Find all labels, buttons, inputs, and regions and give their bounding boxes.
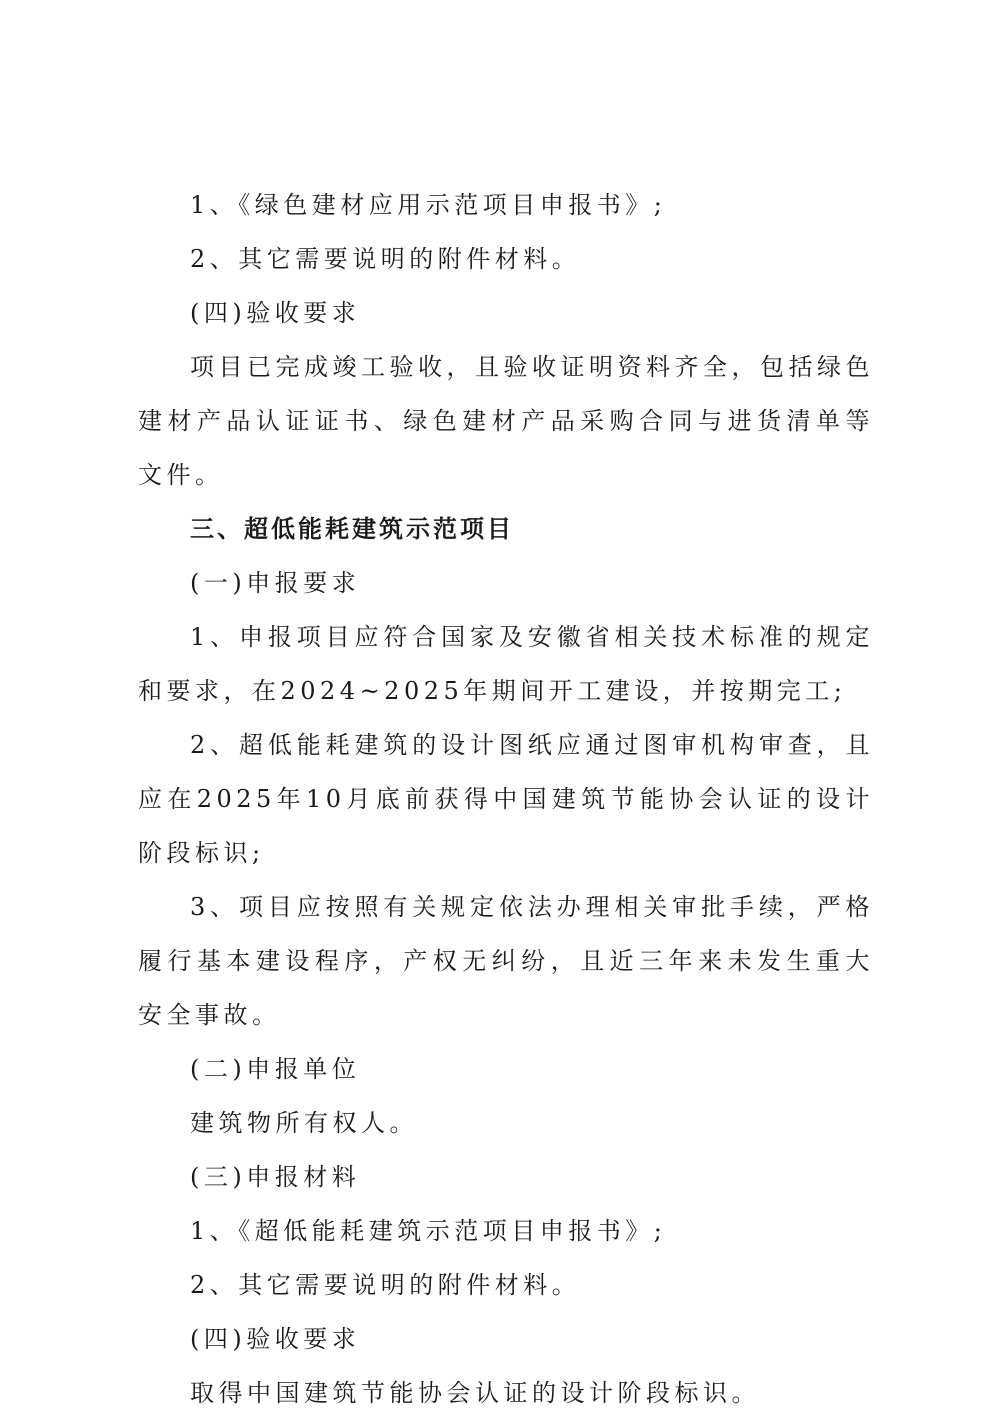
list-item-design-review: 2、超低能耗建筑的设计图纸应通过图审机构审查，且应在2025年10月底前获得中国建筑节能协会认证的设计阶段标识; bbox=[138, 731, 874, 867]
list-item-ultra-low-form: 1、《超低能耗建筑示范项目申报书》; bbox=[190, 1217, 667, 1245]
paragraph-applicant: 建筑物所有权人。 bbox=[190, 1109, 418, 1137]
subheading-application-requirements: (一)申报要求 bbox=[190, 569, 361, 597]
list-item-standards: 1、申报项目应符合国家及安徽省相关技术标准的规定和要求，在2024~2025年期间开工建设，并按期完工; bbox=[138, 623, 874, 705]
section-heading-ultra-low-energy: 三、超低能耗建筑示范项目 bbox=[190, 515, 514, 543]
subheading-acceptance-requirements-2: (四)验收要求 bbox=[190, 1325, 361, 1353]
list-item-attachments: 2、其它需要说明的附件材料。 bbox=[190, 245, 581, 273]
subheading-applicant: (二)申报单位 bbox=[190, 1055, 361, 1083]
paragraph-acceptance-description: 项目已完成竣工验收，且验收证明资料齐全，包括绿色建材产品认证证书、绿色建材产品采购合同与进货清单等文件。 bbox=[138, 353, 874, 489]
list-item-approval-procedures: 3、项目应按照有关规定依法办理相关审批手续，严格履行基本建设程序，产权无纠纷，且近三年来未发生重大安全事故。 bbox=[138, 893, 874, 1029]
subheading-application-materials: (三)申报材料 bbox=[190, 1163, 361, 1191]
list-item-other-attachments: 2、其它需要说明的附件材料。 bbox=[190, 1271, 581, 1299]
subheading-acceptance-requirements: (四)验收要求 bbox=[190, 299, 361, 327]
document-body bbox=[138, 178, 874, 1420]
paragraph-acceptance-criteria: 取得中国建筑节能协会认证的设计阶段标识。 bbox=[190, 1379, 760, 1407]
list-item-application-form: 1、《绿色建材应用示范项目申报书》; bbox=[190, 191, 667, 219]
